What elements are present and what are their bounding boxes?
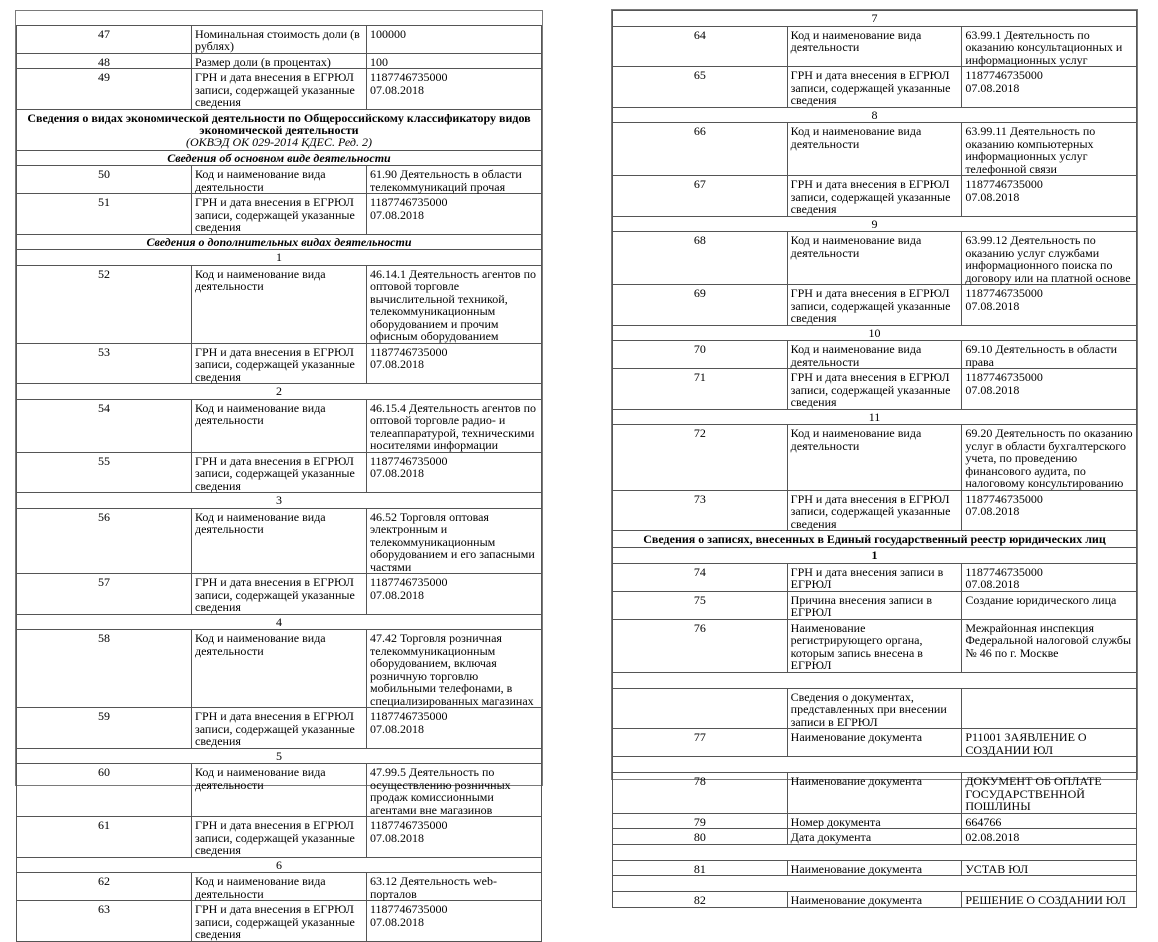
row-label: Код и наименование вида деятельности [787,341,962,369]
row-label: Номинальная стоимость доли (в рублях) [192,25,367,53]
row-value: 1187746735000 07.08.2018 [367,194,542,235]
table-row [17,708,542,749]
table-row [17,399,542,452]
extract-table-right [612,10,1137,908]
table-row [613,829,1137,845]
row-label: Код и наименование вида деятельности [192,630,367,708]
table-row [613,425,1137,491]
row-number: 56 [17,508,192,574]
row-label: Дата документа [787,829,962,845]
table-row [17,69,542,110]
table-row [17,265,542,343]
row-value: 1187746735000 07.08.2018 [962,176,1137,217]
row-number: 66 [613,123,788,176]
row-value: 1187746735000 07.08.2018 [962,285,1137,326]
row-number: 55 [17,452,192,493]
group-header-row [17,748,542,764]
row-number: 52 [17,265,192,343]
row-number: 49 [17,69,192,110]
row-label: Код и наименование вида деятельности [192,508,367,574]
row-label: Код и наименование вида деятельности [192,265,367,343]
row-number: 59 [17,708,192,749]
row-value: Межрайонная инспекция Федеральной налоговой службы № 46 по г. Москве [962,619,1137,672]
row-label: ГРН и дата внесения в ЕГРЮЛ записи, содержащей указанные сведения [787,176,962,217]
row-number: 48 [17,53,192,69]
spacer-row [613,876,1137,892]
row-value: ДОКУМЕНТ ОБ ОПЛАТЕ ГОСУДАРСТВЕННОЙ ПОШЛИНЫ [962,773,1137,814]
okved-subtitle: (ОКВЭД ОК 029-2014 КДЕС. Ред. 2) [185,134,372,149]
row-value: 1187746735000 07.08.2018 [962,67,1137,108]
row-label: Код и наименование вида деятельности [787,232,962,285]
row-number: 71 [613,369,788,410]
group-number: 5 [17,748,542,764]
group-header-row [613,216,1137,232]
table-row [17,452,542,493]
row-value: 69.20 Деятельность по оказанию услуг в области бухгалтерского учета, по проведению финансового аудита, по налоговому консультированию [962,425,1137,491]
row-label: ГРН и дата внесения в ЕГРЮЛ записи, содержащей указанные сведения [192,574,367,615]
group-number: 9 [613,216,1137,232]
okved-title: Сведения о видах экономической деятельности по Общероссийскому классификатору видов экономической деятельности [27,110,531,137]
row-value: 1187746735000 07.08.2018 [367,708,542,749]
row-label: ГРН и дата внесения в ЕГРЮЛ записи, содержащей указанные сведения [192,817,367,858]
row-number: 50 [17,166,192,194]
row-value: Создание юридического лица [962,591,1137,619]
row-value: 1187746735000 07.08.2018 [962,563,1137,591]
table-row [613,729,1137,757]
table-row [613,26,1137,67]
group-header-row [17,857,542,873]
group-number: 10 [613,325,1137,341]
row-label: Код и наименование вида деятельности [192,873,367,901]
table-row [613,591,1137,619]
row-value: 1187746735000 07.08.2018 [367,901,542,942]
row-number: 63 [17,901,192,942]
row-number: 58 [17,630,192,708]
row-value: 46.52 Торговля оптовая электронным и телекоммуникационным оборудованием и его запасными частями [367,508,542,574]
row-label: Код и наименование вида деятельности [787,425,962,491]
row-label: Размер доли (в процентах) [192,53,367,69]
row-number: 73 [613,490,788,531]
table-row [17,901,542,942]
row-value: 46.15.4 Деятельность агентов по оптовой торговле радио- и телеаппаратурой, техническими носителями информации [367,399,542,452]
row-number: 60 [17,764,192,817]
row-label: Наименование документа [787,860,962,876]
table-row [613,123,1137,176]
documents-label: Сведения о документах, представленных при внесении записи в ЕГРЮЛ [787,688,962,729]
group-number: 3 [17,493,542,509]
table-row [17,630,542,708]
okved-section-heading [17,109,542,150]
spacer-row [613,757,1137,773]
row-value: 1187746735000 07.08.2018 [962,369,1137,410]
table-row [613,490,1137,531]
table-row [17,873,542,901]
row-number: 77 [613,729,788,757]
row-number: 69 [613,285,788,326]
spacer-row [613,844,1137,860]
main-activity-heading: Сведения об основном виде деятельности [17,150,542,166]
group-number: 4 [17,614,542,630]
row-number: 57 [17,574,192,615]
table-row [613,813,1137,829]
table-row [17,25,542,53]
row-value: 1187746735000 07.08.2018 [367,452,542,493]
records-group-number: 1 [613,548,1137,564]
row-label: ГРН и дата внесения в ЕГРЮЛ записи, содержащей указанные сведения [787,369,962,410]
row-number: 51 [17,194,192,235]
row-label: Код и наименование вида деятельности [787,26,962,67]
row-label: Номер документа [787,813,962,829]
row-value: 664766 [962,813,1137,829]
row-label: ГРН и дата внесения в ЕГРЮЛ записи, содержащей указанные сведения [192,69,367,110]
row-label: ГРН и дата внесения в ЕГРЮЛ записи, содержащей указанные сведения [787,67,962,108]
group-number: 7 [613,11,1137,27]
row-label: Наименование документа [787,892,962,908]
group-header-row [613,409,1137,425]
row-number: 78 [613,773,788,814]
row-value: 100000 [367,25,542,53]
group-header-row [613,107,1137,123]
row-value: 1187746735000 07.08.2018 [962,490,1137,531]
row-label: Код и наименование вида деятельности [787,123,962,176]
group-header-row [17,384,542,400]
row-value: 63.99.12 Деятельность по оказанию услуг службами информационного поиска по договору или на платной основе [962,232,1137,285]
row-value: 1187746735000 07.08.2018 [367,817,542,858]
row-number: 61 [17,817,192,858]
table-row [613,341,1137,369]
row-label: Причина внесения записи в ЕГРЮЛ [787,591,962,619]
table-row [17,508,542,574]
row-value: 63.12 Деятельность web-порталов [367,873,542,901]
row-value: 46.14.1 Деятельность агентов по оптовой торговле вычислительной техникой, телекоммуникационным оборудованием и прочим офисным оборудованием [367,265,542,343]
row-label: ГРН и дата внесения записи в ЕГРЮЛ [787,563,962,591]
row-value: 69.10 Деятельность в области права [962,341,1137,369]
table-row [613,773,1137,814]
row-number: 72 [613,425,788,491]
documents-label-row [613,688,1137,729]
row-label: ГРН и дата внесения в ЕГРЮЛ записи, содержащей указанные сведения [787,285,962,326]
row-value: 02.08.2018 [962,829,1137,845]
row-number: 54 [17,399,192,452]
group-header-row [17,250,542,266]
row-label: Наименование регистрирующего органа, которым запись внесена в ЕГРЮЛ [787,619,962,672]
group-header-row [17,493,542,509]
table-row [613,67,1137,108]
table-row [613,285,1137,326]
table-row [17,343,542,384]
row-number: 81 [613,860,788,876]
row-number: 53 [17,343,192,384]
group-number: 2 [17,384,542,400]
row-value: УСТАВ ЮЛ [962,860,1137,876]
row-value: 1187746735000 07.08.2018 [367,343,542,384]
row-number: 74 [613,563,788,591]
table-row [613,563,1137,591]
group-header-row [17,614,542,630]
row-label: ГРН и дата внесения в ЕГРЮЛ записи, содержащей указанные сведения [192,452,367,493]
row-label: Наименование документа [787,729,962,757]
row-label: Код и наименование вида деятельности [192,764,367,817]
row-value: Р11001 ЗАЯВЛЕНИЕ О СОЗДАНИИ ЮЛ [962,729,1137,757]
group-number: 6 [17,857,542,873]
row-number: 75 [613,591,788,619]
row-value: РЕШЕНИЕ О СОЗДАНИИ ЮЛ [962,892,1137,908]
table-row [613,892,1137,908]
row-number: 80 [613,829,788,845]
row-number: 82 [613,892,788,908]
document-page-left [15,10,543,941]
row-label: Код и наименование вида деятельности [192,166,367,194]
table-row [613,860,1137,876]
table-row [17,574,542,615]
row-number: 65 [613,67,788,108]
row-label: ГРН и дата внесения в ЕГРЮЛ записи, содержащей указанные сведения [787,490,962,531]
row-label: ГРН и дата внесения в ЕГРЮЛ записи, содержащей указанные сведения [192,343,367,384]
extra-activity-heading: Сведения о дополнительных видах деятельности [17,234,542,250]
table-row [17,194,542,235]
row-value: 63.99.11 Деятельность по оказанию компьютерных информационных услуг телефонной связи [962,123,1137,176]
extract-table-left [16,11,542,942]
group-header-row [613,11,1137,27]
row-number: 62 [17,873,192,901]
table-row [613,619,1137,672]
spacer-row [613,672,1137,688]
group-number: 1 [17,250,542,266]
table-row [613,176,1137,217]
row-value: 61.90 Деятельность в области телекоммуникаций прочая [367,166,542,194]
row-value: 47.99.5 Деятельность по осуществлению розничных продаж комиссионными агентами вне магазинов [367,764,542,817]
row-value: 100 [367,53,542,69]
row-label: ГРН и дата внесения в ЕГРЮЛ записи, содержащей указанные сведения [192,194,367,235]
records-section-heading: Сведения о записях, внесенных в Единый государственный реестр юридических лиц [613,531,1137,548]
table-row [17,817,542,858]
group-header-row [613,325,1137,341]
row-value: 1187746735000 07.08.2018 [367,574,542,615]
document-page-right [611,9,1138,907]
row-number: 47 [17,25,192,53]
row-number: 70 [613,341,788,369]
row-value: 47.42 Торговля розничная телекоммуникационным оборудованием, включая розничную торговлю мобильными телефонами, в специализированных магазинах [367,630,542,708]
row-label: Код и наименование вида деятельности [192,399,367,452]
row-value: 1187746735000 07.08.2018 [367,69,542,110]
table-row [17,764,542,817]
group-number: 11 [613,409,1137,425]
table-row [17,166,542,194]
table-row [613,369,1137,410]
row-number: 64 [613,26,788,67]
row-number: 68 [613,232,788,285]
row-number: 67 [613,176,788,217]
table-row [613,232,1137,285]
group-number: 8 [613,107,1137,123]
row-number: 76 [613,619,788,672]
row-label: ГРН и дата внесения в ЕГРЮЛ записи, содержащей указанные сведения [192,708,367,749]
table-row [17,53,542,69]
row-value: 63.99.1 Деятельность по оказанию консультационных и информационных услуг [962,26,1137,67]
row-number: 79 [613,813,788,829]
row-label: ГРН и дата внесения в ЕГРЮЛ записи, содержащей указанные сведения [192,901,367,942]
row-label: Наименование документа [787,773,962,814]
